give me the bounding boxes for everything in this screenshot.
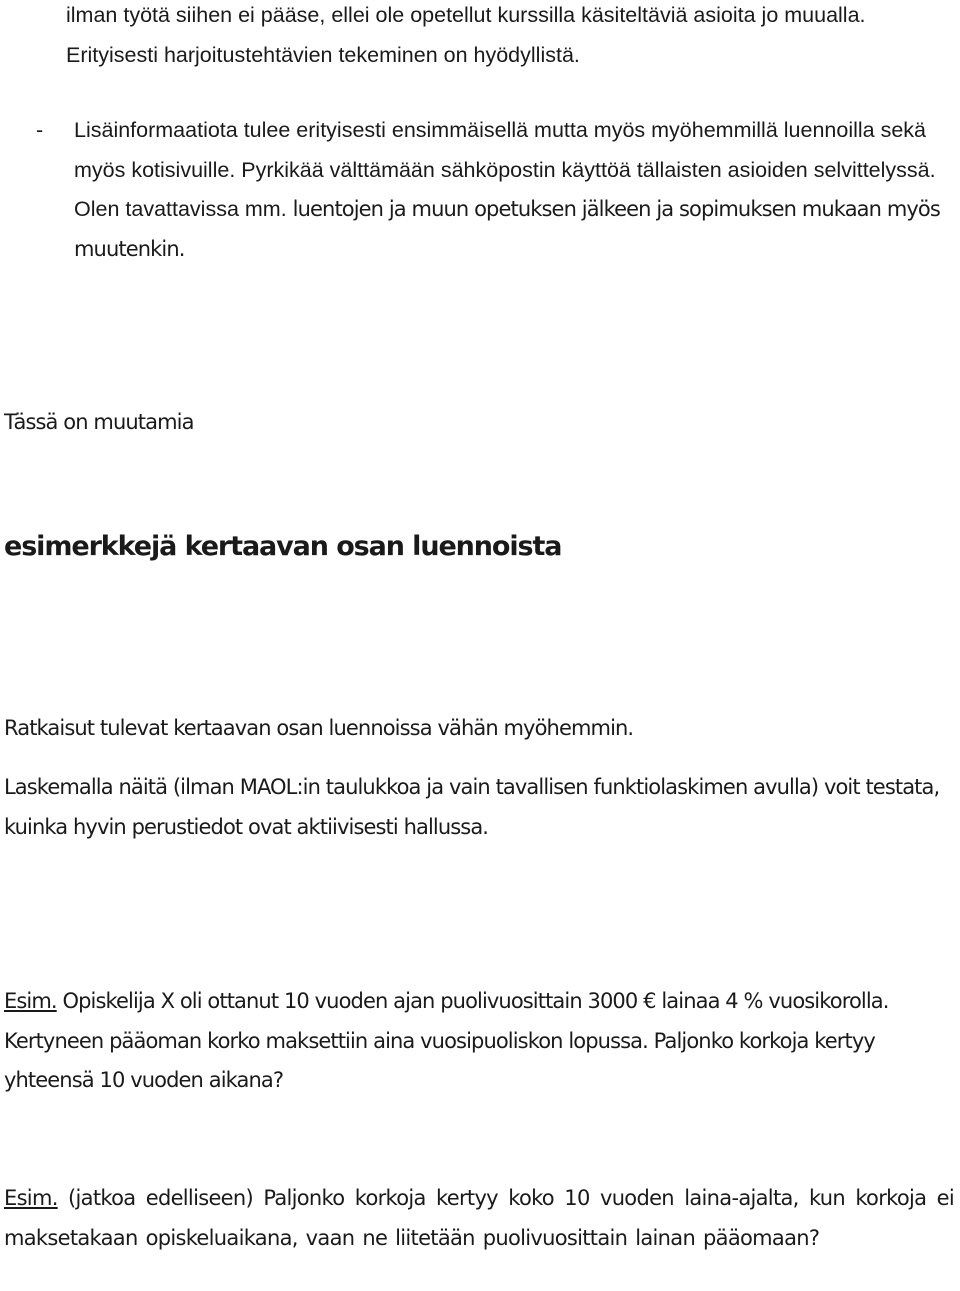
bullet-item xyxy=(36,111,946,269)
example-2-text: (jatkoa edelliseen) Paljonko korkoja kertyy koko 10 vuoden laina-ajalta, kun korkoja ei maksetakaan opiskeluaikana, vaan ne liitetään puolivuosittain lainan pääomaan? xyxy=(4,1186,954,1250)
lead-text: Tässä on muutamia xyxy=(4,410,194,434)
bullet-marker: - xyxy=(36,118,44,142)
example-1 xyxy=(4,982,954,1101)
bullet-text xyxy=(74,111,946,269)
section-heading: esimerkkejä kertaavan osan luennoista xyxy=(4,531,562,562)
example-2-label: Esim. xyxy=(4,1186,58,1210)
example-1-text: Opiskelija X oli ottanut 10 vuoden ajan puolivuosittain 3000 € lainaa 4 % vuosikorolla. Kertyneen pääoman korko maksettiin aina vuosipuoliskon lopussa. Paljonko korkoja kertyy yhteensä 10 vuoden aikana? xyxy=(4,989,889,1092)
solutions-note: Ratkaisut tulevat kertaavan osan luennoissa vähän myöhemmin. xyxy=(4,716,634,740)
bullet-text-part-b: luentojen ja muun opetuksen jälkeen ja sopimuksen mukaan myös muutenkin. xyxy=(74,197,940,261)
bullet-text-part-a: Lisäinformaatiota tulee erityisesti ensimmäisellä mutta myös myöhemmillä luennoilla sekä myös kotisivuille. Pyrkikää välttämään sähköpostin käyttöä tällaisten asioiden selvittelyssä. Olen tavattavissa mm. xyxy=(74,118,936,221)
instructions-note: Laskemalla näitä (ilman MAOL:in taulukkoa ja vain tavallisen funktiolaskimen avulla) voit testata, kuinka hyvin perustiedot ovat aktiivisesti hallussa. xyxy=(4,775,940,839)
intro-paragraph xyxy=(66,0,946,75)
example-2 xyxy=(4,1179,954,1258)
intro-text: ilman työtä siihen ei pääse, ellei ole opetellut kurssilla käsiteltäviä asioita jo muualla. Erityisesti harjoitustehtävien tekeminen on hyödyllistä. xyxy=(66,3,866,67)
example-1-label: Esim. xyxy=(4,989,57,1013)
